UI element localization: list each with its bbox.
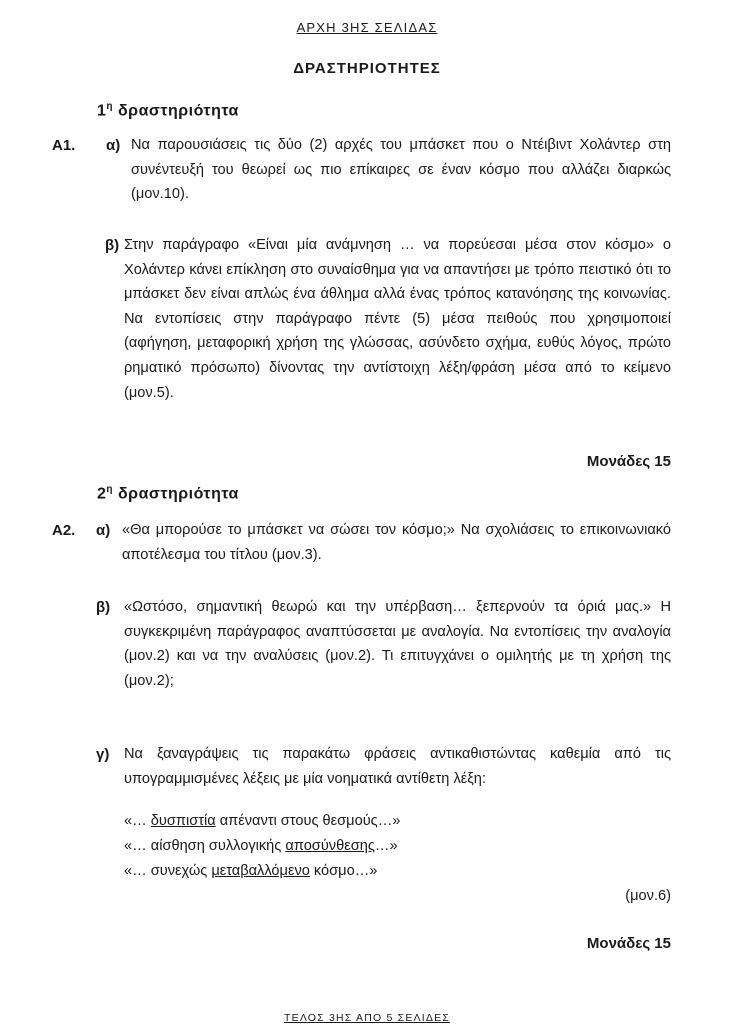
a1-marks: Μονάδες 15: [586, 453, 671, 470]
activity-2-number: 2: [97, 485, 107, 503]
activity-2-word: δραστηριότητα: [113, 485, 239, 503]
question-a2-b-label: β): [96, 599, 111, 616]
phrase-1-post: απέναντι στους θεσμούς…»: [215, 813, 401, 829]
phrase-1: [124, 809, 400, 834]
activity-1-ordinal: η: [106, 101, 114, 112]
activity-2-heading: [97, 484, 239, 503]
page-title: ΔΡΑΣΤΗΡΙΟΤΗΤΕΣ: [293, 60, 441, 77]
question-a1-a-text: Να παρουσιάσεις τις δύο (2) αρχές του μπάσκετ που ο Ντέιβιντ Χολάντερ στη συνέντευξή του θεωρεί ως πιο επίκαιρες σε έναν κόσμο που αλλάζει διαρκώς (μον.10).: [131, 137, 671, 203]
question-a2-label: Α2.: [52, 522, 76, 539]
question-a1-b-label: β): [105, 237, 120, 254]
activity-2-ordinal: η: [106, 484, 114, 495]
phrase-3-post: κόσμο…»: [309, 863, 378, 879]
phrase-2-underlined: αποσύνθεσης: [285, 838, 375, 854]
question-a2-c-label: γ): [96, 746, 110, 763]
phrase-3: [124, 859, 377, 884]
question-a2-b-text: «Ωστόσο, σημαντική θεωρώ και την υπέρβαση… ξεπερνούν τα όριά μας.» Η συγκεκριμένη παράγραφος αναπτύσσεται με αναλογία. Να εντοπίσεις την αναλογία (μον.2) και να την αναλύσεις (μον.2). Τι επιτυγχάνει ο ομιλητής με τη χρήση της (μον.2);: [124, 599, 671, 689]
phrase-3-pre: «… συνεχώς: [124, 863, 212, 879]
question-a1-b-text: Στην παράγραφο «Είναι μία ανάμνηση … να πορεύεσαι μέσα στον κόσμο» ο Χολάντερ κάνει επίκληση στο συναίσθημα για να απαντήσει με τρόπο πειστικό ότι το μπάσκετ δεν είναι απλώς ένα άθλημα αλλά ένας τρόπος κατανόησης της κοινωνίας. Να εντοπίσεις στην παράγραφο πέντε (5) μέσα πειθούς που χρησιμοποιεί (αφήγηση, μεταφορική χρήση της γλώσσας, ασύνδετο σχήμα, ευθύς λόγος, πρώτο ρηματικό πρόσωπο) δίνοντας την αντίστοιχη λέξη/φράση μέσα από το κείμενο (μον.5).: [124, 237, 671, 401]
phrase-1-underlined: δυσπιστία: [150, 813, 216, 829]
activity-1-heading: [97, 101, 239, 120]
question-a1-label: Α1.: [52, 137, 76, 154]
question-a1-a-label: α): [106, 137, 121, 154]
phrase-2-post: …»: [374, 838, 398, 854]
question-a2-a-text: «Θα μπορούσε το μπάσκετ να σώσει τον κόσμο;» Να σχολιάσεις το επικοινωνιακό αποτέλεσμα του τίτλου (μον.3).: [122, 522, 671, 563]
phrase-3-underlined: μεταβαλλόμενο: [211, 863, 310, 879]
phrase-2: [124, 834, 398, 859]
activity-1-word: δραστηριότητα: [113, 102, 239, 120]
a2-marks: Μονάδες 15: [586, 935, 671, 952]
question-a2-a-label: α): [96, 522, 111, 539]
phrase-1-pre: «…: [124, 813, 151, 829]
question-a2-c-text: Να ξαναγράψεις τις παρακάτω φράσεις αντικαθιστώντας καθεμία από τις υπογραμμισμένες λέξεις με μία νοηματικά αντίθετη λέξη:: [124, 746, 671, 787]
a2-c-points: (μον.6): [625, 888, 671, 904]
activity-1-number: 1: [97, 102, 107, 120]
page-header: ΑΡΧΗ 3ΗΣ ΣΕΛΙΔΑΣ: [296, 20, 438, 35]
page-footer: ΤΕΛΟΣ 3ΗΣ ΑΠΟ 5 ΣΕΛΙΔΕΣ: [284, 1012, 450, 1024]
phrase-2-pre: «… αίσθηση συλλογικής: [124, 838, 286, 854]
